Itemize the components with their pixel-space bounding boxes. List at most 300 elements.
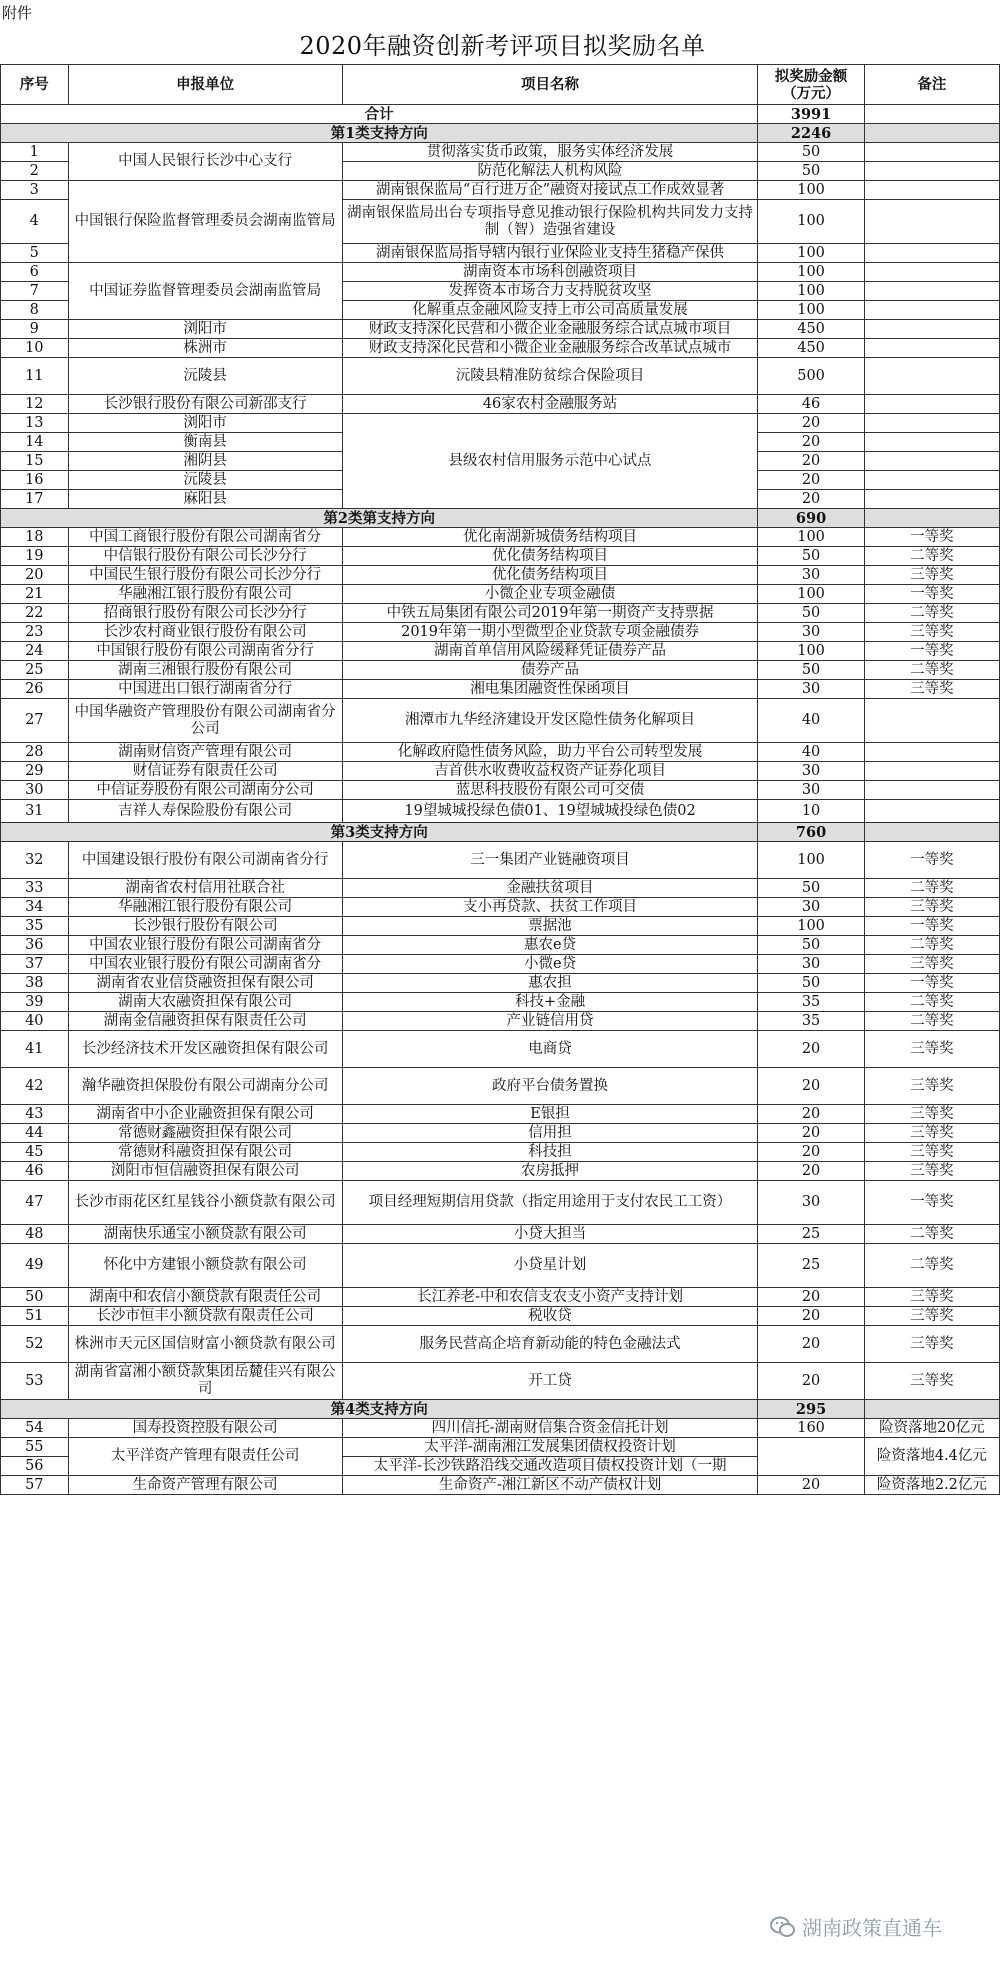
cell-project: 支小再贷款、扶贫工作项目 [342, 898, 758, 917]
cell-project: 小贷大担当 [342, 1225, 758, 1244]
cell-no: 37 [1, 955, 69, 974]
cell-project: 贯彻落实货币政策，服务实体经济发展 [342, 143, 758, 162]
cell-amount: 35 [758, 993, 864, 1012]
cell-unit: 湖南大农融资担保有限公司 [68, 993, 342, 1012]
cell-note: 三等奖 [864, 1031, 999, 1068]
cell-amount: 450 [758, 339, 864, 358]
cell-no: 49 [1, 1244, 69, 1288]
cell-note: 三等奖 [864, 680, 999, 699]
header-row [1, 65, 1000, 105]
cell-unit: 湖南中和农信小额贷款有限责任公司 [68, 1288, 342, 1307]
total-label: 合计 [1, 105, 758, 124]
cell-project: 科技担 [342, 1143, 758, 1162]
table-row [1, 955, 1000, 974]
cell-note [864, 320, 999, 339]
cell-no: 32 [1, 842, 69, 879]
cell-amount: 20 [758, 1476, 864, 1495]
cell-project: 农房抵押 [342, 1162, 758, 1181]
cell-unit: 国寿投资控股有限公司 [68, 1419, 342, 1438]
cell-project: 小微企业专项金融债 [342, 585, 758, 604]
cell-unit: 中信证券股份有限公司湖南分公司 [68, 781, 342, 800]
cell-amount: 450 [758, 320, 864, 339]
cell-project: 电商贷 [342, 1031, 758, 1068]
cell-no: 12 [1, 395, 69, 414]
cell-amount: 50 [758, 974, 864, 993]
cell-no: 26 [1, 680, 69, 699]
cell-project: 惠农e贷 [342, 936, 758, 955]
cell-no: 41 [1, 1031, 69, 1068]
section-amount: 690 [758, 509, 864, 528]
cell-note: 二等奖 [864, 547, 999, 566]
section-label: 第2类第支持方向 [1, 509, 758, 528]
section-row [1, 124, 1000, 143]
cell-note [864, 358, 999, 395]
cell-amount: 46 [758, 395, 864, 414]
cell-amount: 20 [758, 433, 864, 452]
section-note [864, 509, 999, 528]
cell-no: 5 [1, 244, 69, 263]
cell-project: 政府平台债务置换 [342, 1068, 758, 1105]
section-note [864, 1400, 999, 1419]
cell-amount: 50 [758, 547, 864, 566]
cell-note [864, 162, 999, 181]
table-row [1, 974, 1000, 993]
table-row [1, 585, 1000, 604]
table-row [1, 1438, 1000, 1457]
attachment-label: 附件 [2, 4, 33, 22]
table-row [1, 917, 1000, 936]
cell-unit: 长沙市雨花区红星钱谷小额贷款有限公司 [68, 1181, 342, 1225]
cell-project: 小贷星计划 [342, 1244, 758, 1288]
table-row [1, 1244, 1000, 1288]
cell-amount: 20 [758, 1031, 864, 1068]
cell-amount: 20 [758, 1068, 864, 1105]
section-amount: 295 [758, 1400, 864, 1419]
cell-project: 湖南首单信用风险缓释凭证债券产品 [342, 642, 758, 661]
section-label: 第3类支持方向 [1, 823, 758, 842]
cell-amount: 20 [758, 1326, 864, 1363]
total-amount: 3991 [758, 105, 864, 124]
cell-project: 19望城城投绿色债01、19望城城投绿色债02 [342, 800, 758, 823]
cell-project: 湖南银保监局指导辖内银行业保险业支持生猪稳产保供 [342, 244, 758, 263]
cell-no: 43 [1, 1105, 69, 1124]
cell-note: 一等奖 [864, 917, 999, 936]
cell-no: 28 [1, 743, 69, 762]
table-row [1, 263, 1000, 282]
cell-unit: 中国进出口银行湖南省分行 [68, 680, 342, 699]
table-row [1, 1419, 1000, 1438]
cell-project: E银担 [342, 1105, 758, 1124]
cell-amount: 50 [758, 661, 864, 680]
cell-project: 湘电集团融资性保函项目 [342, 680, 758, 699]
section-amount: 760 [758, 823, 864, 842]
table-row [1, 604, 1000, 623]
cell-amount: 100 [758, 585, 864, 604]
cell-note: 三等奖 [864, 1363, 999, 1400]
cell-no: 24 [1, 642, 69, 661]
cell-project: 化解政府隐性债务风险，助力平台公司转型发展 [342, 743, 758, 762]
cell-note [864, 762, 999, 781]
cell-project: 服务民营高企培育新动能的特色金融法式 [342, 1326, 758, 1363]
cell-project: 优化债务结构项目 [342, 566, 758, 585]
cell-no: 47 [1, 1181, 69, 1225]
cell-project: 小微e贷 [342, 955, 758, 974]
cell-note: 三等奖 [864, 1105, 999, 1124]
section-label: 第4类支持方向 [1, 1400, 758, 1419]
cell-unit: 中国人民银行长沙中心支行 [68, 143, 342, 181]
cell-amount: 35 [758, 1012, 864, 1031]
cell-no: 19 [1, 547, 69, 566]
cell-note: 二等奖 [864, 661, 999, 680]
cell-note: 二等奖 [864, 879, 999, 898]
cell-unit: 中信银行股份有限公司长沙分行 [68, 547, 342, 566]
cell-amount: 20 [758, 414, 864, 433]
table-row [1, 623, 1000, 642]
cell-amount: 20 [758, 1162, 864, 1181]
cell-no: 2 [1, 162, 69, 181]
cell-amount: 30 [758, 623, 864, 642]
table-row [1, 547, 1000, 566]
header-amount: 拟奖励金额 （万元） [758, 65, 864, 105]
cell-amount: 100 [758, 842, 864, 879]
cell-note [864, 471, 999, 490]
cell-note [864, 181, 999, 200]
cell-unit: 中国银行保险监督管理委员会湖南监管局 [68, 181, 342, 263]
cell-unit: 沅陵县 [68, 471, 342, 490]
cell-no: 6 [1, 263, 69, 282]
cell-no: 29 [1, 762, 69, 781]
cell-project: 蓝思科技股份有限公司可交债 [342, 781, 758, 800]
watermark-text: 湖南政策直通车 [802, 1916, 942, 1940]
cell-project: 沅陵县精准防贫综合保险项目 [342, 358, 758, 395]
table-row [1, 1288, 1000, 1307]
section-row [1, 823, 1000, 842]
cell-project: 县级农村信用服务示范中心试点 [342, 414, 758, 509]
cell-no: 4 [1, 200, 69, 244]
cell-no: 57 [1, 1476, 69, 1495]
cell-project: 优化南湖新城债务结构项目 [342, 528, 758, 547]
table-row [1, 566, 1000, 585]
cell-unit: 湖南省富湘小额贷款集团岳麓佳兴有限公司 [68, 1363, 342, 1400]
cell-amount: 500 [758, 358, 864, 395]
cell-no: 1 [1, 143, 69, 162]
table-row [1, 1143, 1000, 1162]
award-table-body [1, 65, 1000, 1495]
cell-note: 二等奖 [864, 993, 999, 1012]
cell-no: 14 [1, 433, 69, 452]
section-row [1, 509, 1000, 528]
cell-amount: 20 [758, 1288, 864, 1307]
table-row [1, 699, 1000, 743]
cell-project: 吉首供水收费收益权资产证券化项目 [342, 762, 758, 781]
section-row [1, 1400, 1000, 1419]
cell-no: 25 [1, 661, 69, 680]
cell-no: 17 [1, 490, 69, 509]
cell-amount: 50 [758, 936, 864, 955]
cell-project: 财政支持深化民营和小微企业金融服务综合改革试点城市 [342, 339, 758, 358]
cell-amount: 20 [758, 490, 864, 509]
table-row [1, 143, 1000, 162]
table-row [1, 1476, 1000, 1495]
cell-no: 54 [1, 1419, 69, 1438]
cell-project: 优化债务结构项目 [342, 547, 758, 566]
cell-amount: 30 [758, 762, 864, 781]
cell-note: 二等奖 [864, 936, 999, 955]
cell-unit: 财信证券有限责任公司 [68, 762, 342, 781]
cell-no: 56 [1, 1457, 69, 1476]
cell-unit: 湖南三湘银行股份有限公司 [68, 661, 342, 680]
cell-unit: 中国华融资产管理股份有限公司湖南省分公司 [68, 699, 342, 743]
cell-amount: 100 [758, 528, 864, 547]
cell-no: 55 [1, 1438, 69, 1457]
cell-no: 23 [1, 623, 69, 642]
cell-no: 30 [1, 781, 69, 800]
table-row [1, 1225, 1000, 1244]
cell-no: 44 [1, 1124, 69, 1143]
cell-note: 三等奖 [864, 898, 999, 917]
cell-note: 三等奖 [864, 1162, 999, 1181]
cell-no: 48 [1, 1225, 69, 1244]
cell-unit: 浏阳市 [68, 414, 342, 433]
cell-amount: 50 [758, 604, 864, 623]
table-row [1, 993, 1000, 1012]
table-row [1, 1031, 1000, 1068]
cell-unit: 吉祥人寿保险股份有限公司 [68, 800, 342, 823]
cell-project: 太平洋-长沙铁路沿线交通改造项目债权投资计划（一期 [342, 1457, 758, 1476]
cell-no: 39 [1, 993, 69, 1012]
section-label: 第1类支持方向 [1, 124, 758, 143]
cell-unit: 湖南快乐通宝小额贷款有限公司 [68, 1225, 342, 1244]
cell-note: 险资落地2.2亿元 [864, 1476, 999, 1495]
table-row [1, 1307, 1000, 1326]
cell-no: 10 [1, 339, 69, 358]
cell-amount: 100 [758, 200, 864, 244]
cell-amount: 40 [758, 743, 864, 762]
cell-project: 惠农担 [342, 974, 758, 993]
cell-note [864, 244, 999, 263]
cell-amount: 20 [758, 1307, 864, 1326]
table-row [1, 762, 1000, 781]
cell-unit: 招商银行股份有限公司长沙分行 [68, 604, 342, 623]
table-row [1, 320, 1000, 339]
cell-amount: 25 [758, 1244, 864, 1288]
cell-note [864, 339, 999, 358]
cell-note [864, 490, 999, 509]
cell-note: 一等奖 [864, 842, 999, 879]
cell-project: 湖南银保监局“百行进万企”融资对接试点工作成效显著 [342, 181, 758, 200]
cell-unit: 中国工商银行股份有限公司湖南省分 [68, 528, 342, 547]
cell-no: 27 [1, 699, 69, 743]
cell-note: 一等奖 [864, 585, 999, 604]
cell-amount [758, 1438, 864, 1476]
table-row [1, 1326, 1000, 1363]
cell-project: 湘潭市九华经济建设开发区隐性债务化解项目 [342, 699, 758, 743]
cell-note: 二等奖 [864, 604, 999, 623]
cell-unit: 湖南金信融资担保有限责任公司 [68, 1012, 342, 1031]
cell-note: 一等奖 [864, 528, 999, 547]
cell-amount: 100 [758, 301, 864, 320]
cell-project: 产业链信用贷 [342, 1012, 758, 1031]
cell-no: 52 [1, 1326, 69, 1363]
cell-note: 一等奖 [864, 642, 999, 661]
cell-no: 33 [1, 879, 69, 898]
table-row [1, 879, 1000, 898]
cell-note: 三等奖 [864, 1068, 999, 1105]
cell-project: 湖南银保监局出台专项指导意见推动银行保险机构共同发力支持制（智）造强省建设 [342, 200, 758, 244]
cell-unit: 株洲市天元区国信财富小额贷款有限公司 [68, 1326, 342, 1363]
cell-unit: 长沙经济技术开发区融资担保有限公司 [68, 1031, 342, 1068]
cell-note: 二等奖 [864, 1225, 999, 1244]
cell-no: 20 [1, 566, 69, 585]
cell-unit: 湖南省农业信贷融资担保有限公司 [68, 974, 342, 993]
header-no: 序号 [1, 65, 69, 105]
cell-project: 46家农村金融服务站 [342, 395, 758, 414]
cell-unit: 常德财鑫融资担保有限公司 [68, 1124, 342, 1143]
total-row [1, 105, 1000, 124]
cell-amount: 100 [758, 263, 864, 282]
cell-note: 二等奖 [864, 1244, 999, 1288]
table-row [1, 1105, 1000, 1124]
cell-unit: 华融湘江银行股份有限公司 [68, 898, 342, 917]
cell-amount: 50 [758, 143, 864, 162]
cell-unit: 麻阳县 [68, 490, 342, 509]
cell-note: 二等奖 [864, 1012, 999, 1031]
cell-amount: 100 [758, 244, 864, 263]
cell-no: 46 [1, 1162, 69, 1181]
cell-no: 21 [1, 585, 69, 604]
section-amount: 2246 [758, 124, 864, 143]
table-row [1, 642, 1000, 661]
cell-unit: 怀化中方建银小额贷款有限公司 [68, 1244, 342, 1288]
cell-no: 53 [1, 1363, 69, 1400]
cell-amount: 20 [758, 471, 864, 490]
cell-note: 三等奖 [864, 623, 999, 642]
cell-unit: 中国农业银行股份有限公司湖南省分 [68, 955, 342, 974]
cell-no: 31 [1, 800, 69, 823]
cell-note [864, 699, 999, 743]
cell-project: 太平洋-湖南湘江发展集团债权投资计划 [342, 1438, 758, 1457]
cell-note: 三等奖 [864, 1143, 999, 1162]
cell-project: 税收贷 [342, 1307, 758, 1326]
cell-no: 22 [1, 604, 69, 623]
cell-no: 36 [1, 936, 69, 955]
cell-amount: 100 [758, 917, 864, 936]
cell-project: 科技+金融 [342, 993, 758, 1012]
cell-unit: 长沙银行股份有限公司新邵支行 [68, 395, 342, 414]
cell-project: 四川信托-湖南财信集合资金信托计划 [342, 1419, 758, 1438]
cell-amount: 20 [758, 1105, 864, 1124]
cell-no: 18 [1, 528, 69, 547]
cell-project: 生命资产-湘江新区不动产债权计划 [342, 1476, 758, 1495]
cell-no: 13 [1, 414, 69, 433]
cell-unit: 株洲市 [68, 339, 342, 358]
cell-note: 险资落地20亿元 [864, 1419, 999, 1438]
table-row [1, 395, 1000, 414]
table-row [1, 181, 1000, 200]
cell-project: 债券产品 [342, 661, 758, 680]
cell-no: 42 [1, 1068, 69, 1105]
cell-note [864, 395, 999, 414]
cell-amount: 10 [758, 800, 864, 823]
cell-unit: 中国民生银行股份有限公司长沙分行 [68, 566, 342, 585]
cell-unit: 中国建设银行股份有限公司湖南省分行 [68, 842, 342, 879]
cell-no: 40 [1, 1012, 69, 1031]
cell-amount: 40 [758, 699, 864, 743]
cell-note: 三等奖 [864, 566, 999, 585]
cell-project: 长江养老-中和农信支农支小资产支持计划 [342, 1288, 758, 1307]
cell-no: 38 [1, 974, 69, 993]
cell-amount: 25 [758, 1225, 864, 1244]
cell-note [864, 301, 999, 320]
header-project: 项目名称 [342, 65, 758, 105]
cell-no: 34 [1, 898, 69, 917]
table-row [1, 1012, 1000, 1031]
cell-no: 35 [1, 917, 69, 936]
cell-note: 险资落地4.4亿元 [864, 1438, 999, 1476]
cell-note: 三等奖 [864, 1326, 999, 1363]
table-row [1, 680, 1000, 699]
cell-no: 45 [1, 1143, 69, 1162]
cell-project: 信用担 [342, 1124, 758, 1143]
cell-amount: 50 [758, 879, 864, 898]
cell-amount: 100 [758, 181, 864, 200]
cell-amount: 50 [758, 162, 864, 181]
cell-amount: 20 [758, 1143, 864, 1162]
cell-amount: 30 [758, 955, 864, 974]
header-note: 备注 [864, 65, 999, 105]
cell-unit: 湖南省农村信用社联合社 [68, 879, 342, 898]
section-note [864, 823, 999, 842]
cell-note: 三等奖 [864, 1124, 999, 1143]
cell-project: 票据池 [342, 917, 758, 936]
cell-no: 51 [1, 1307, 69, 1326]
table-row [1, 1162, 1000, 1181]
cell-note [864, 263, 999, 282]
cell-unit: 长沙农村商业银行股份有限公司 [68, 623, 342, 642]
cell-unit: 沅陵县 [68, 358, 342, 395]
total-note [864, 105, 999, 124]
table-row [1, 414, 1000, 433]
cell-note [864, 800, 999, 823]
cell-note: 三等奖 [864, 1288, 999, 1307]
table-row [1, 1363, 1000, 1400]
cell-amount: 30 [758, 1181, 864, 1225]
cell-project: 防范化解法人机构风险 [342, 162, 758, 181]
cell-unit: 华融湘江银行股份有限公司 [68, 585, 342, 604]
cell-amount: 20 [758, 1363, 864, 1400]
table-row [1, 528, 1000, 547]
watermark [770, 1912, 942, 1941]
cell-no: 15 [1, 452, 69, 471]
cell-no: 8 [1, 301, 69, 320]
cell-note: 三等奖 [864, 1307, 999, 1326]
cell-amount: 160 [758, 1419, 864, 1438]
cell-unit: 生命资产管理有限公司 [68, 1476, 342, 1495]
cell-note: 三等奖 [864, 955, 999, 974]
table-row [1, 800, 1000, 823]
cell-note [864, 743, 999, 762]
cell-unit: 中国证券监督管理委员会湖南监管局 [68, 263, 342, 320]
cell-project: 化解重点金融风险支持上市公司高质量发展 [342, 301, 758, 320]
cell-unit: 太平洋资产管理有限责任公司 [68, 1438, 342, 1476]
cell-note [864, 143, 999, 162]
header-unit: 申报单位 [68, 65, 342, 105]
cell-note [864, 282, 999, 301]
cell-note [864, 433, 999, 452]
cell-project: 项目经理短期信用贷款（指定用途用于支付农民工工资） [342, 1181, 758, 1225]
cell-unit: 湘阴县 [68, 452, 342, 471]
document-title: 2020年融资创新考评项目拟奖励名单 [299, 32, 706, 60]
